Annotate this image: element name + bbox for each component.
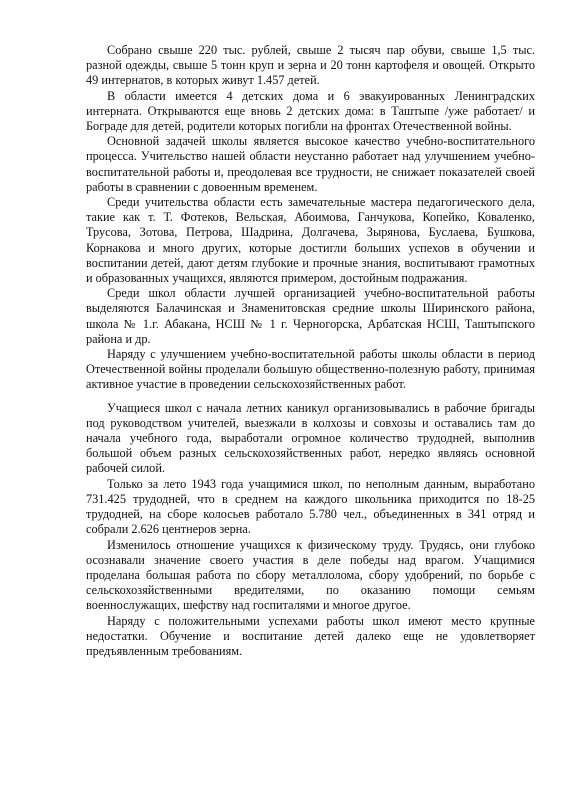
paragraph-orphanages: В области имеется 4 детских дома и 6 эвакуированных Ленинградских интерната. Открываются еще вновь 2 детских дома: в Таштыпе /уже работает/ и Бограде для детей, родители которых погибли на фронтах Отечественной войны. [86, 88, 535, 134]
paragraph-public-work: Наряду с улучшением учебно-воспитательной работы школы области в период Отечественной войны проделали большую общественно-полезную работу, принимая активное участие в проведении сельскохозяйственных работ. [86, 347, 535, 392]
paragraph-teachers: Среди учительства области есть замечательные мастера педагогического дела, такие как т. Т. Фотеков, Вельская, Абоимова, Ганчукова, Копейко, Коваленко, Трусова, Зотова, Петрова, Шадрина, Долгачева, Зырянова, Буслаева, Бушкова, Корнакова и много других, которые достигли больших успехов в обучении и воспитании детей, дают детям глубокие и прочные знания, воспитывают грамотных и образованных учащихся, являются примером, достойным подражания. [86, 195, 535, 286]
paragraph-shortcomings: Наряду с положительными успехами работы школ имеют место крупные недостатки. Обучение и воспитание детей далеко еще не удовлетворяет предъявленным требованиям. [86, 613, 535, 658]
paragraph-attitude-to-labor: Изменилось отношение учащихся к физическому труду. Трудясь, они глубоко осознавали значение своего участия в деле победы над врагом. Учащимися проделана большая работа по сбору металлолома, сбору удобрений, по борьбе с сельскохозяйственными вредителями, по оказанию помощи семьям военнослужащих, шефству над госпиталями и многое другое. [86, 537, 535, 613]
paragraph-best-schools: Среди школ области лучшей организацией учебно-воспитательной работы выделяются Балачинская и Знаменитовская средние школы Ширинского района, школа № 1.г. Абакана, НСШ № 1 г. Черногорска, Арбатская НСШ, Таштыпского района и др. [86, 286, 535, 346]
paragraph-donations: Собрано свыше 220 тыс. рублей, свыше 2 тысяч пар обуви, свыше 1,5 тыс. разной одежды, свыше 5 тонн круп и зерна и 20 тонн картофеля и овощей. Открыто 49 интернатов, в которых живут 1.457 детей. [86, 43, 535, 88]
paragraph-school-task: Основной задачей школы является высокое качество учебно-воспитательного процесса. Учительство нашей области неустанно работает над улучшением учебно-воспитательной работы и, преодолевая все трудности, не снижает показателей своей работы в сравнении с довоенным временем. [86, 134, 535, 194]
paragraph-student-brigades: Учащиеся школ с начала летних каникул организовывались в рабочие бригады под руководством учителей, выезжали в колхозы и совхозы и оставались там до начала учебного года, выработали огромное количество трудодней, выполнив большой объем разных сельскохозяйственных работ, нередко являясь основной рабочей силой. [86, 400, 535, 476]
paragraph-summer-1943: Только за лето 1943 года учащимися школ, по неполным данным, выработано 731.425 трудодней, что в среднем на каждого школьника приходится по 18-25 трудодней, на сборе колосьев работало 5.780 чел., объединенных в 341 отряд и собрали 2.626 центнеров зерна. [86, 476, 535, 537]
